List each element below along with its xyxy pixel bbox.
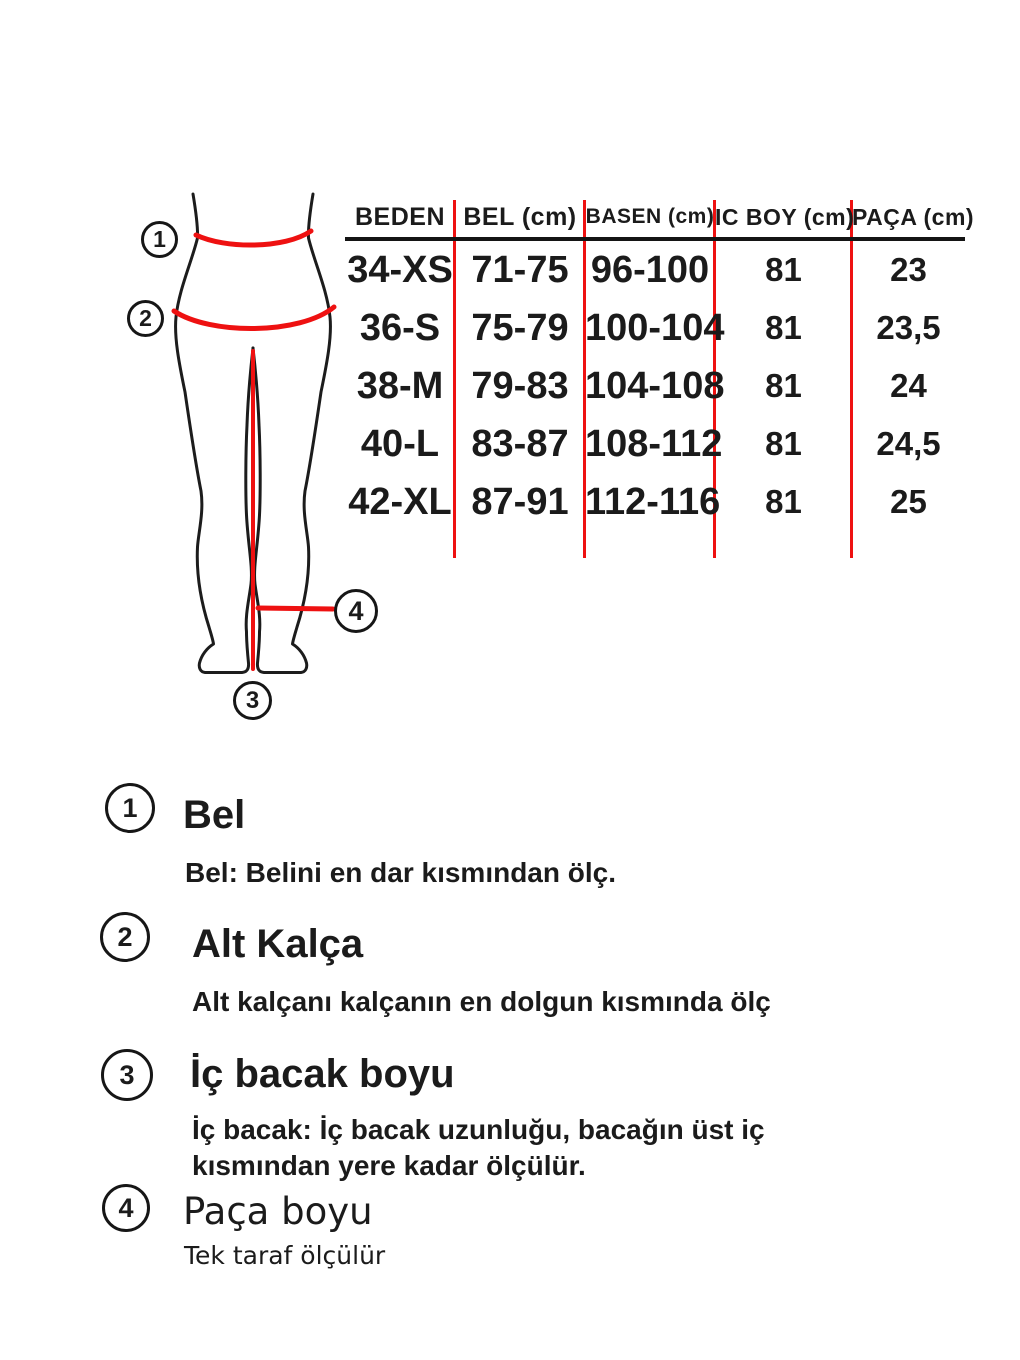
size-cell: 81 [765, 483, 802, 520]
size-cell: 38-M [356, 364, 444, 407]
size-cell: 71-75 [471, 248, 569, 291]
legend-number: 2 [117, 921, 133, 952]
hem-measure-line [258, 608, 333, 609]
legend-desc-ic-bacak-boyu: İç bacak: İç bacak uzunluğu, bacağın üst iç kısmından yere kadar ölçülür. [192, 1114, 765, 1181]
size-table-header [345, 198, 975, 236]
size-cell: 79-83 [471, 364, 569, 407]
diagram-marker-hip [127, 300, 164, 337]
size-cell: 75-79 [471, 306, 569, 349]
legend-title-paca-boyu: Paça boyu [183, 1190, 373, 1233]
size-cell: 23 [890, 251, 927, 288]
legend-circle-2 [100, 912, 150, 962]
header-cell-bel: BEL (cm) [463, 202, 577, 231]
marker-number: 2 [139, 305, 152, 331]
size-cell: 112-116 [585, 480, 721, 523]
legend-circle-3 [101, 1049, 153, 1101]
header-cell-basen: BASEN (cm) [585, 205, 715, 228]
size-cell: 100-104 [585, 306, 725, 349]
header-cell-ic-boy: IC BOY (cm) [715, 203, 855, 230]
legend-title-bel: Bel [183, 793, 246, 837]
size-cell: 83-87 [471, 422, 569, 465]
size-cell: 25 [890, 483, 927, 520]
size-table [345, 198, 975, 558]
size-cell: 40-L [360, 422, 440, 465]
diagram-marker-hem [334, 589, 378, 633]
size-cell: 81 [765, 309, 802, 346]
size-cell: 24 [890, 367, 927, 404]
legend-number: 3 [119, 1059, 135, 1090]
diagram-marker-waist [141, 221, 178, 258]
size-cell: 96-100 [590, 248, 710, 291]
header-cell-paca: PAÇA (cm) [852, 203, 975, 230]
legend-title-alt-kalca: Alt Kalça [192, 922, 364, 966]
marker-number: 1 [153, 226, 166, 252]
size-cell: 23,5 [876, 309, 941, 346]
size-table-body [345, 241, 965, 531]
legend-number: 1 [122, 792, 138, 823]
size-cell: 104-108 [585, 364, 725, 407]
waist-measure-line [196, 231, 311, 245]
marker-number: 4 [348, 595, 364, 626]
size-cell: 81 [765, 425, 802, 462]
size-cell: 81 [765, 367, 802, 404]
legend-number: 4 [118, 1192, 134, 1223]
hip-measure-line [174, 307, 334, 329]
header-cell-beden: BEDEN [354, 202, 445, 231]
left-leg-outline [176, 194, 253, 673]
size-cell: 81 [765, 251, 802, 288]
size-cell: 42-XL [348, 480, 452, 523]
legend-desc-paca-boyu: Tek taraf ölçülür [184, 1241, 386, 1270]
size-cell: 108-112 [585, 422, 723, 465]
size-cell: 36-S [359, 306, 441, 349]
marker-number: 3 [245, 686, 260, 714]
legend-title-ic-bacak-boyu: İç bacak boyu [190, 1052, 455, 1096]
legend-desc-bel: Bel: Belini en dar kısmından ölç. [185, 857, 616, 888]
size-cell: 34-XS [347, 248, 453, 291]
size-cell: 24,5 [876, 425, 941, 462]
right-leg-outline [253, 194, 330, 673]
legend-desc-alt-kalca: Alt kalçanı kalçanın en dolgun kısmında ölç [192, 986, 771, 1017]
legend-circle-1 [105, 783, 155, 833]
size-cell: 87-91 [471, 480, 569, 523]
legend-circle-4 [102, 1184, 150, 1232]
diagram-marker-inseam [233, 681, 272, 720]
